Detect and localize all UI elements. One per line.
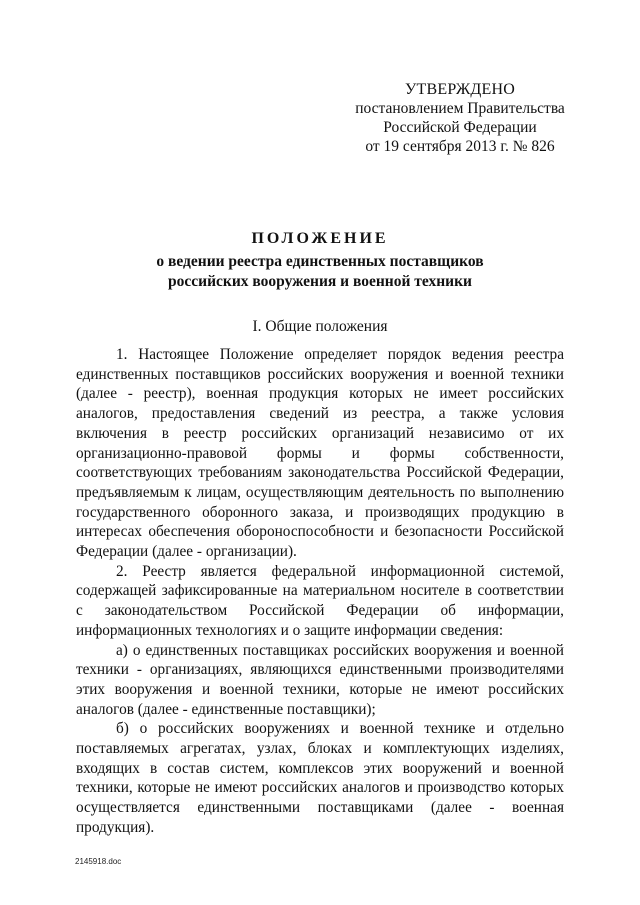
approval-line-3: от 19 сентября 2013 г. № 826 bbox=[365, 138, 555, 155]
document-subtitle bbox=[0, 252, 640, 292]
document-file-id: 2145918.doc bbox=[75, 857, 122, 866]
document-body bbox=[76, 345, 564, 838]
subtitle-line-2: российских вооружения и военной техники bbox=[168, 273, 472, 290]
subtitle-line-1: о ведении реестра единственных поставщиков bbox=[156, 253, 484, 270]
approval-stamp bbox=[340, 80, 580, 156]
paragraph-1: 1. Настоящее Положение определяет порядок ведения реестра единственных поставщиков российских вооружения и военной техники (далее - реестр), военная продукция которых не имеет российских аналогов, предоставления сведений из реестра, а также условия включения в реестр российских организаций независимо от их организационно-правовой формы и формы собственности, соответствующих требованиям законодательства Российской Федерации, предъявляемым к лицам, осуществляющим деятельность по выполнению государственного оборонного заказа, и производящих продукцию в интересах обеспечения обороноспособности и безопасности Российской Федерации (далее - организации). bbox=[76, 346, 564, 561]
paragraph-2b: б) о российских вооружениях и военной технике и отдельно поставляемых агрегатах, узлах, блоках и комплектующих изделиях, входящих в состав систем, комплексов этих вооружений и военной техники, которые не имеют российских аналогов и производство которых осуществляется единственными поставщиками (далее - военная продукция). bbox=[76, 720, 564, 836]
section-heading: I. Общие положения bbox=[252, 318, 388, 335]
approval-line-2: Российской Федерации bbox=[383, 119, 537, 136]
document-title: ПОЛОЖЕНИЕ bbox=[251, 230, 389, 247]
approval-line-1: постановлением Правительства bbox=[355, 100, 565, 117]
paragraph-2a: а) о единственных поставщиках российских вооружения и военной техники - организациях, являющихся единственными производителями этих вооружения и военной техники, которые не имеют российских аналогов (далее - единственные поставщики); bbox=[76, 641, 564, 718]
paragraph-2: 2. Реестр является федеральной информационной системой, содержащей зафиксированные на материальном носителе в соответствии с законодательством Российской Федерации об информации, информационных технологиях и о защите информации сведения: bbox=[76, 562, 564, 639]
approved-label: УТВЕРЖДЕНО bbox=[404, 81, 515, 98]
